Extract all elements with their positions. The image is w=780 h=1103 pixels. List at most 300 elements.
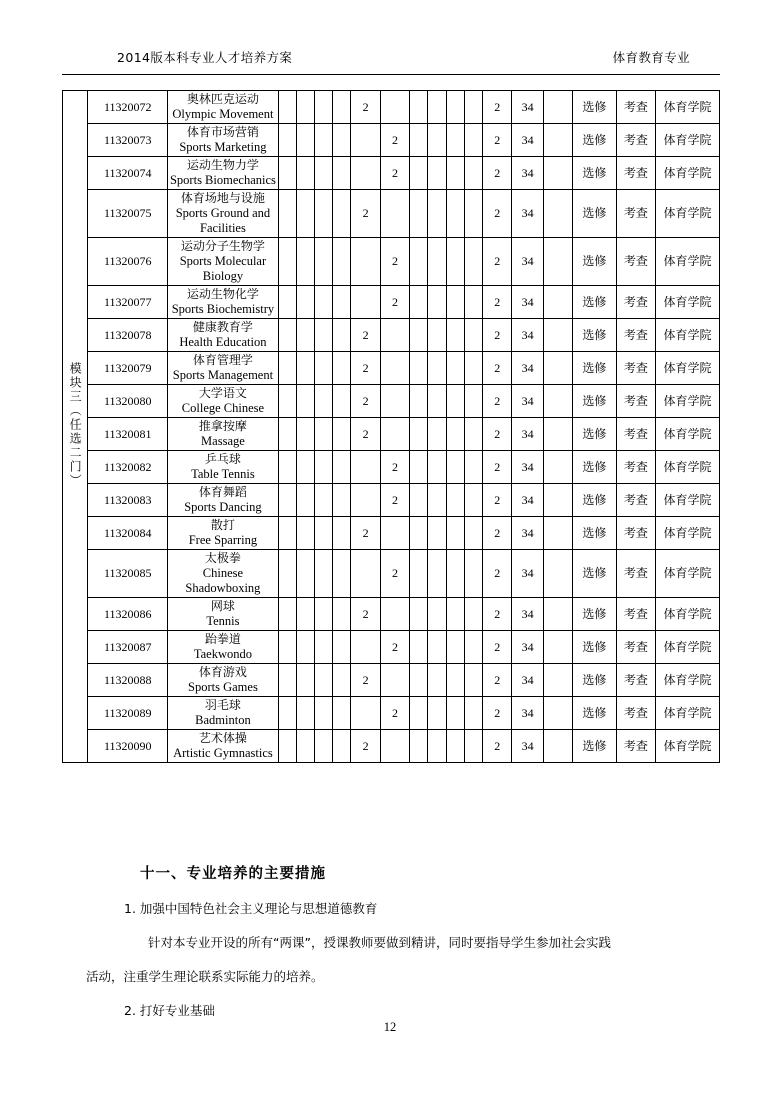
semester-cell-5: 2 [351, 385, 380, 418]
course-name-cn: 散打 [210, 518, 235, 532]
semester-cell-2 [296, 190, 314, 238]
course-type-cell: 选修 [573, 157, 617, 190]
assessment-cell: 考查 [616, 664, 655, 697]
extra-blank-cell [543, 385, 572, 418]
table-row [63, 238, 720, 286]
semester-cell-3 [315, 697, 333, 730]
header-left-text: 2014版本科专业人才培养方案 [117, 50, 293, 65]
semester-cell-7 [410, 352, 428, 385]
department-cell: 体育学院 [656, 550, 720, 598]
table-row [63, 286, 720, 319]
semester-cell-7 [410, 124, 428, 157]
table-row [63, 190, 720, 238]
semester-cell-7 [410, 697, 428, 730]
course-code-cell: 11320079 [88, 352, 168, 385]
course-name-cn: 运动分子生物学 [180, 239, 265, 253]
semester-cell-4 [333, 451, 351, 484]
semester-cell-4 [333, 598, 351, 631]
semester-cell-1 [278, 238, 296, 286]
semester-cell-4 [333, 352, 351, 385]
assessment-cell: 考查 [616, 730, 655, 763]
semester-cell-6 [380, 598, 409, 631]
semester-cell-6: 2 [380, 286, 409, 319]
course-name-cn: 运动生物力学 [186, 158, 259, 172]
course-name-cell [168, 286, 278, 319]
course-type-cell: 选修 [573, 91, 617, 124]
course-type-cell: 选修 [573, 697, 617, 730]
extra-blank-cell [543, 598, 572, 631]
semester-cell-10 [464, 286, 482, 319]
hours-cell: 34 [512, 550, 543, 598]
semester-cell-9 [446, 730, 464, 763]
semester-cell-4 [333, 157, 351, 190]
header-right-text: 体育教育专业 [612, 50, 690, 65]
course-name-cn: 推拿按摩 [198, 419, 247, 433]
course-name-cn: 羽毛球 [204, 698, 241, 712]
semester-cell-6: 2 [380, 238, 409, 286]
semester-cell-8 [428, 286, 446, 319]
semester-cell-2 [296, 418, 314, 451]
semester-cell-8 [428, 319, 446, 352]
semester-cell-9 [446, 451, 464, 484]
hours-cell: 34 [512, 238, 543, 286]
semester-cell-8 [428, 664, 446, 697]
semester-cell-6 [380, 418, 409, 451]
course-code-cell: 11320082 [88, 451, 168, 484]
semester-cell-7 [410, 451, 428, 484]
course-name-cell [168, 238, 278, 286]
semester-cell-8 [428, 385, 446, 418]
course-name-cell [168, 91, 278, 124]
semester-cell-9 [446, 286, 464, 319]
semester-cell-3 [315, 730, 333, 763]
hours-cell: 34 [512, 484, 543, 517]
course-code-cell: 11320081 [88, 418, 168, 451]
semester-cell-6: 2 [380, 550, 409, 598]
course-code-cell: 11320075 [88, 190, 168, 238]
semester-cell-10 [464, 550, 482, 598]
semester-cell-5: 2 [351, 730, 380, 763]
assessment-cell: 考查 [616, 697, 655, 730]
course-name-cell [168, 319, 278, 352]
semester-cell-10 [464, 451, 482, 484]
semester-cell-2 [296, 484, 314, 517]
semester-cell-7 [410, 550, 428, 598]
semester-cell-10 [464, 238, 482, 286]
credit-cell: 2 [483, 418, 512, 451]
semester-cell-5 [351, 157, 380, 190]
semester-cell-3 [315, 190, 333, 238]
semester-cell-8 [428, 484, 446, 517]
table-row [63, 319, 720, 352]
semester-cell-9 [446, 157, 464, 190]
credit-cell: 2 [483, 598, 512, 631]
table-row [63, 598, 720, 631]
course-type-cell: 选修 [573, 484, 617, 517]
department-cell: 体育学院 [656, 157, 720, 190]
semester-cell-5 [351, 697, 380, 730]
semester-cell-6 [380, 352, 409, 385]
semester-cell-1 [278, 91, 296, 124]
assessment-cell: 考查 [616, 190, 655, 238]
semester-cell-10 [464, 91, 482, 124]
semester-cell-5: 2 [351, 418, 380, 451]
course-name-cn: 跆拳道 [204, 632, 241, 646]
extra-blank-cell [543, 664, 572, 697]
semester-cell-8 [428, 157, 446, 190]
course-name-cell [168, 352, 278, 385]
course-name-en: Sports Management [172, 368, 274, 382]
hours-cell: 34 [512, 418, 543, 451]
extra-blank-cell [543, 124, 572, 157]
section-title: 十一、专业培养的主要措施 [140, 866, 326, 882]
course-name-cn: 乒乓球 [204, 452, 241, 466]
semester-cell-3 [315, 517, 333, 550]
module-label-text: 模块三（任选二门） [68, 361, 83, 488]
semester-cell-5 [351, 286, 380, 319]
semester-cell-1 [278, 517, 296, 550]
credit-cell: 2 [483, 517, 512, 550]
department-cell: 体育学院 [656, 91, 720, 124]
course-type-cell: 选修 [573, 598, 617, 631]
semester-cell-8 [428, 550, 446, 598]
assessment-cell: 考查 [616, 124, 655, 157]
semester-cell-2 [296, 550, 314, 598]
table-row [63, 697, 720, 730]
semester-cell-4 [333, 418, 351, 451]
semester-cell-2 [296, 631, 314, 664]
credit-cell: 2 [483, 385, 512, 418]
table-row [63, 91, 720, 124]
semester-cell-5: 2 [351, 91, 380, 124]
department-cell: 体育学院 [656, 418, 720, 451]
semester-cell-1 [278, 319, 296, 352]
course-code-cell: 11320080 [88, 385, 168, 418]
hours-cell: 34 [512, 385, 543, 418]
credit-cell: 2 [483, 238, 512, 286]
semester-cell-4 [333, 484, 351, 517]
semester-cell-4 [333, 664, 351, 697]
semester-cell-8 [428, 598, 446, 631]
course-name-cell [168, 451, 278, 484]
table-row [63, 730, 720, 763]
semester-cell-6 [380, 385, 409, 418]
course-code-cell: 11320090 [88, 730, 168, 763]
department-cell: 体育学院 [656, 598, 720, 631]
semester-cell-4 [333, 319, 351, 352]
semester-cell-1 [278, 697, 296, 730]
semester-cell-3 [315, 385, 333, 418]
extra-blank-cell [543, 418, 572, 451]
semester-cell-9 [446, 352, 464, 385]
course-name-en: Olympic Movement [172, 107, 274, 121]
semester-cell-9 [446, 550, 464, 598]
extra-blank-cell [543, 238, 572, 286]
department-cell: 体育学院 [656, 385, 720, 418]
semester-cell-1 [278, 124, 296, 157]
semester-cell-7 [410, 664, 428, 697]
page-header [62, 48, 720, 66]
semester-cell-9 [446, 238, 464, 286]
course-name-en: Sports Marketing [179, 140, 267, 154]
course-name-en: Artistic Gymnastics [173, 746, 273, 760]
department-cell: 体育学院 [656, 124, 720, 157]
table-row [63, 550, 720, 598]
hours-cell: 34 [512, 664, 543, 697]
course-type-cell: 选修 [573, 286, 617, 319]
semester-cell-10 [464, 598, 482, 631]
course-code-cell: 11320072 [88, 91, 168, 124]
semester-cell-5 [351, 238, 380, 286]
table-row [63, 631, 720, 664]
semester-cell-4 [333, 286, 351, 319]
semester-cell-8 [428, 631, 446, 664]
semester-cell-6: 2 [380, 697, 409, 730]
semester-cell-9 [446, 319, 464, 352]
course-name-cn: 网球 [210, 599, 235, 613]
semester-cell-7 [410, 385, 428, 418]
semester-cell-9 [446, 631, 464, 664]
semester-cell-6 [380, 319, 409, 352]
assessment-cell: 考查 [616, 319, 655, 352]
hours-cell: 34 [512, 157, 543, 190]
semester-cell-8 [428, 190, 446, 238]
semester-cell-10 [464, 631, 482, 664]
semester-cell-3 [315, 352, 333, 385]
semester-cell-3 [315, 238, 333, 286]
page-number: 12 [383, 1020, 397, 1034]
extra-blank-cell [543, 484, 572, 517]
semester-cell-3 [315, 550, 333, 598]
semester-cell-2 [296, 352, 314, 385]
semester-cell-2 [296, 385, 314, 418]
course-name-en: College Chinese [181, 401, 265, 415]
semester-cell-4 [333, 697, 351, 730]
course-code-cell: 11320077 [88, 286, 168, 319]
semester-cell-10 [464, 319, 482, 352]
semester-cell-10 [464, 157, 482, 190]
semester-cell-2 [296, 451, 314, 484]
course-name-en: Table Tennis [191, 467, 255, 481]
semester-cell-4 [333, 238, 351, 286]
semester-cell-2 [296, 157, 314, 190]
extra-blank-cell [543, 451, 572, 484]
semester-cell-2 [296, 91, 314, 124]
semester-cell-10 [464, 484, 482, 517]
hours-cell: 34 [512, 517, 543, 550]
department-cell: 体育学院 [656, 730, 720, 763]
table-row [63, 664, 720, 697]
course-code-cell: 11320074 [88, 157, 168, 190]
semester-cell-1 [278, 631, 296, 664]
course-name-en: Health Education [179, 335, 267, 349]
assessment-cell: 考查 [616, 418, 655, 451]
semester-cell-10 [464, 124, 482, 157]
course-type-cell: 选修 [573, 517, 617, 550]
semester-cell-4 [333, 550, 351, 598]
semester-cell-2 [296, 598, 314, 631]
course-type-cell: 选修 [573, 385, 617, 418]
semester-cell-4 [333, 124, 351, 157]
semester-cell-3 [315, 157, 333, 190]
semester-cell-10 [464, 697, 482, 730]
semester-cell-6: 2 [380, 631, 409, 664]
course-type-cell: 选修 [573, 631, 617, 664]
course-type-cell: 选修 [573, 190, 617, 238]
semester-cell-1 [278, 451, 296, 484]
measure-paragraph-1-line1: 针对本专业开设的所有“两课”，授课教师要做到精讲，同时要指导学生参加社会实践 [148, 935, 611, 950]
course-name-cn: 艺术体操 [198, 731, 247, 745]
semester-cell-3 [315, 631, 333, 664]
table-row [63, 124, 720, 157]
semester-cell-9 [446, 664, 464, 697]
measure-paragraph-1-line2: 活动，注重学生理论联系实际能力的培养。 [86, 969, 324, 984]
assessment-cell: 考查 [616, 352, 655, 385]
hours-cell: 34 [512, 730, 543, 763]
hours-cell: 34 [512, 598, 543, 631]
semester-cell-4 [333, 91, 351, 124]
semester-cell-10 [464, 517, 482, 550]
semester-cell-4 [333, 730, 351, 763]
semester-cell-2 [296, 730, 314, 763]
course-name-cn: 体育游戏 [198, 665, 247, 679]
extra-blank-cell [543, 157, 572, 190]
semester-cell-8 [428, 352, 446, 385]
credit-cell: 2 [483, 631, 512, 664]
semester-cell-5: 2 [351, 598, 380, 631]
semester-cell-7 [410, 598, 428, 631]
semester-cell-1 [278, 286, 296, 319]
assessment-cell: 考查 [616, 385, 655, 418]
course-name-cell [168, 385, 278, 418]
semester-cell-2 [296, 286, 314, 319]
semester-cell-6 [380, 91, 409, 124]
course-name-cell [168, 664, 278, 697]
course-code-cell: 11320086 [88, 598, 168, 631]
hours-cell: 34 [512, 190, 543, 238]
hours-cell: 34 [512, 91, 543, 124]
semester-cell-3 [315, 124, 333, 157]
hours-cell: 34 [512, 286, 543, 319]
course-name-en: Tennis [206, 614, 240, 628]
semester-cell-2 [296, 124, 314, 157]
semester-cell-10 [464, 352, 482, 385]
department-cell: 体育学院 [656, 451, 720, 484]
semester-cell-10 [464, 385, 482, 418]
table-row [63, 517, 720, 550]
course-name-cn: 健康教育学 [192, 320, 253, 334]
assessment-cell: 考查 [616, 484, 655, 517]
semester-cell-5 [351, 124, 380, 157]
semester-cell-7 [410, 517, 428, 550]
semester-cell-5 [351, 451, 380, 484]
extra-blank-cell [543, 697, 572, 730]
extra-blank-cell [543, 550, 572, 598]
semester-cell-5: 2 [351, 319, 380, 352]
credit-cell: 2 [483, 697, 512, 730]
semester-cell-1 [278, 730, 296, 763]
semester-cell-8 [428, 697, 446, 730]
course-name-cn: 太极拳 [204, 551, 241, 565]
semester-cell-6: 2 [380, 451, 409, 484]
course-type-cell: 选修 [573, 451, 617, 484]
course-type-cell: 选修 [573, 352, 617, 385]
assessment-cell: 考查 [616, 238, 655, 286]
course-name-en: Chinese Shadowboxing [185, 566, 261, 595]
course-name-en: Sports Biochemistry [171, 302, 275, 316]
course-name-en: Massage [201, 434, 245, 448]
department-cell: 体育学院 [656, 664, 720, 697]
department-cell: 体育学院 [656, 238, 720, 286]
semester-cell-9 [446, 418, 464, 451]
course-code-cell: 11320088 [88, 664, 168, 697]
course-code-cell: 11320076 [88, 238, 168, 286]
semester-cell-7 [410, 730, 428, 763]
semester-cell-6: 2 [380, 484, 409, 517]
credit-cell: 2 [483, 550, 512, 598]
measure-item-1: 1. 加强中国特色社会主义理论与思想道德教育 [124, 901, 378, 916]
semester-cell-8 [428, 451, 446, 484]
semester-cell-9 [446, 484, 464, 517]
credit-cell: 2 [483, 286, 512, 319]
course-type-cell: 选修 [573, 730, 617, 763]
semester-cell-1 [278, 664, 296, 697]
course-name-en: Sports Dancing [184, 500, 262, 514]
credit-cell: 2 [483, 91, 512, 124]
semester-cell-3 [315, 286, 333, 319]
credit-cell: 2 [483, 190, 512, 238]
semester-cell-10 [464, 190, 482, 238]
course-code-cell: 11320085 [88, 550, 168, 598]
semester-cell-1 [278, 550, 296, 598]
semester-cell-2 [296, 664, 314, 697]
extra-blank-cell [543, 517, 572, 550]
department-cell: 体育学院 [656, 517, 720, 550]
extra-blank-cell [543, 91, 572, 124]
semester-cell-5: 2 [351, 517, 380, 550]
semester-cell-8 [428, 238, 446, 286]
course-name-en: Sports Ground and Facilities [175, 206, 271, 235]
table-row [63, 352, 720, 385]
department-cell: 体育学院 [656, 319, 720, 352]
hours-cell: 34 [512, 124, 543, 157]
assessment-cell: 考查 [616, 451, 655, 484]
semester-cell-2 [296, 319, 314, 352]
semester-cell-8 [428, 730, 446, 763]
department-cell: 体育学院 [656, 352, 720, 385]
assessment-cell: 考查 [616, 91, 655, 124]
semester-cell-7 [410, 157, 428, 190]
semester-cell-1 [278, 598, 296, 631]
course-type-cell: 选修 [573, 550, 617, 598]
credit-cell: 2 [483, 124, 512, 157]
semester-cell-3 [315, 91, 333, 124]
measure-item-2: 2. 打好专业基础 [124, 1003, 215, 1018]
semester-cell-9 [446, 91, 464, 124]
semester-cell-4 [333, 517, 351, 550]
table-row [63, 157, 720, 190]
semester-cell-3 [315, 319, 333, 352]
credit-cell: 2 [483, 664, 512, 697]
course-name-cn: 体育场地与设施 [180, 191, 265, 205]
semester-cell-9 [446, 697, 464, 730]
semester-cell-4 [333, 631, 351, 664]
extra-blank-cell [543, 319, 572, 352]
course-type-cell: 选修 [573, 418, 617, 451]
semester-cell-5 [351, 484, 380, 517]
semester-cell-5: 2 [351, 190, 380, 238]
course-name-en: Taekwondo [193, 647, 252, 661]
